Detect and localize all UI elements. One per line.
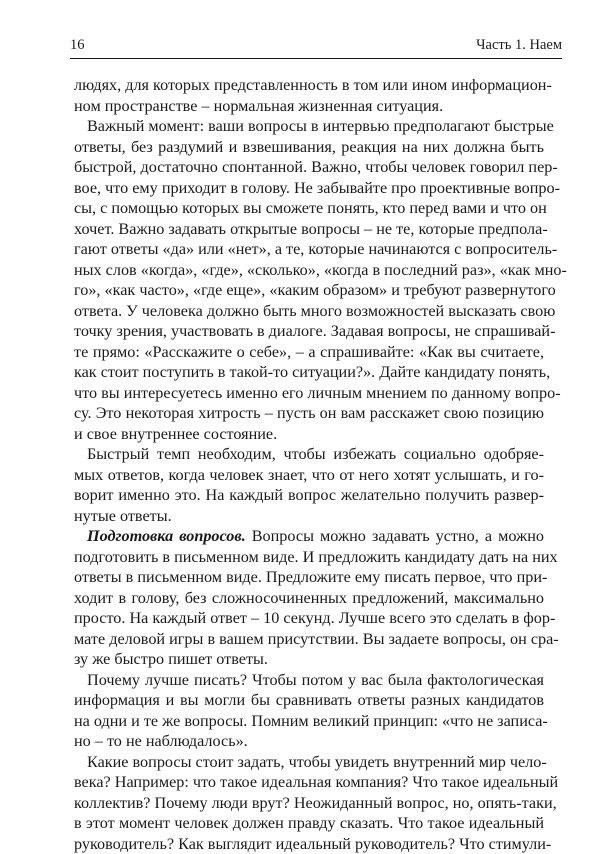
paragraph bbox=[74, 670, 544, 752]
paragraph bbox=[74, 444, 544, 526]
text-line bbox=[74, 403, 544, 424]
line-text: Важный момент: ваши вопросы в интервью предполагают быстрые bbox=[87, 117, 554, 135]
text-line bbox=[74, 608, 544, 629]
text-line bbox=[74, 75, 544, 96]
line-text: го», «как часто», «где еще», «каким образом» и требуют развернутого bbox=[74, 281, 556, 299]
line-text: как стоит поступить в такой-то ситуации?». Дайте кандидату понять, bbox=[74, 363, 550, 381]
text-line bbox=[74, 588, 544, 609]
line-text: мате деловой игры в вашем присутствии. Вы задаете вопросы, он сра- bbox=[74, 630, 559, 648]
line-text: мых ответов, когда человек знает, что от него хотят услышать, и го- bbox=[74, 466, 544, 484]
text-line bbox=[74, 793, 544, 814]
line-text: ном пространстве – нормальная жизненная ситуация. bbox=[74, 97, 443, 115]
text-line bbox=[74, 178, 544, 199]
line-text: хочет. Важно задавать открытые вопросы – не те, которые предпола- bbox=[74, 220, 548, 238]
line-text: Вопросы можно задавать устно, а можно bbox=[246, 527, 544, 545]
text-line bbox=[74, 239, 544, 260]
text-line bbox=[74, 157, 544, 178]
text-line bbox=[74, 834, 544, 854]
text-line bbox=[74, 260, 544, 281]
text-line bbox=[74, 485, 544, 506]
text-line bbox=[74, 547, 544, 568]
text-line bbox=[74, 711, 544, 732]
line-text: су. Это некоторая хитрость – пусть он вам расскажет свою позицию bbox=[74, 404, 544, 422]
line-text: но – то не наблюдалось». bbox=[74, 732, 248, 750]
line-text: зу же быстро пишет ответы. bbox=[74, 650, 268, 668]
text-line bbox=[74, 321, 544, 342]
text-line bbox=[74, 690, 544, 711]
text-line bbox=[74, 752, 544, 773]
line-text: Почему лучше писать? Чтобы потом у вас была фактологическая bbox=[87, 671, 544, 689]
line-text: гают ответы «да» или «нет», а те, которые начинаются с вопроситель- bbox=[74, 240, 557, 258]
run-in-heading: Подготовка вопросов. bbox=[87, 527, 246, 545]
text-line bbox=[74, 383, 544, 404]
text-line bbox=[74, 280, 544, 301]
line-text: ответа. У человека должно быть много возможностей высказать свою bbox=[74, 302, 555, 320]
line-text: нутые ответы. bbox=[74, 507, 172, 525]
line-text: что вы интересуетесь именно его личным мнением по данному вопро- bbox=[74, 384, 561, 402]
text-line bbox=[74, 813, 544, 834]
line-text: просто. На каждый ответ – 10 секунд. Лучше всего это сделать в фор- bbox=[74, 609, 555, 627]
text-line bbox=[74, 342, 544, 363]
text-line bbox=[74, 96, 544, 117]
line-text: Какие вопросы стоит задать, чтобы увидеть внутренний мир чело- bbox=[87, 753, 547, 771]
text-line bbox=[74, 137, 544, 158]
text-line bbox=[74, 444, 544, 465]
line-text: в этот момент человек должен правду сказать. Что такое идеальный bbox=[74, 814, 544, 832]
line-text: сы, с помощью которых вы сможете понять, кто перед вами и что он bbox=[74, 199, 547, 217]
text-line bbox=[74, 424, 544, 445]
text-line bbox=[74, 670, 544, 691]
text-line bbox=[74, 506, 544, 527]
text-line bbox=[74, 301, 544, 322]
text-line bbox=[74, 116, 544, 137]
line-text: Быстрый темп необходим, чтобы избежать социально одобряе- bbox=[87, 445, 544, 463]
text-line bbox=[74, 362, 544, 383]
page-number: 16 bbox=[70, 36, 85, 54]
line-text: века? Например: что такое идеальная компания? Что такое идеальный bbox=[74, 773, 558, 791]
line-text: и свое внутреннее состояние. bbox=[74, 425, 277, 443]
text-line bbox=[74, 526, 544, 547]
text-line bbox=[74, 198, 544, 219]
line-text: ответы в письменном виде. Предложите ему писать первое, что при- bbox=[74, 568, 547, 586]
text-line bbox=[74, 219, 544, 240]
line-text: ных слов «когда», «где», «сколько», «когда в последний раз», «как мно- bbox=[74, 261, 567, 279]
line-text: быстрой, достаточно спонтанной. Важно, чтобы человек говорил пер- bbox=[74, 158, 558, 176]
paragraph bbox=[74, 526, 544, 670]
line-text: подготовить в письменном виде. И предложить кандидату дать на них bbox=[74, 548, 558, 566]
line-text: информация и вы могли бы сравнивать ответы разных кандидатов bbox=[74, 691, 544, 709]
paragraph bbox=[74, 75, 544, 116]
text-line bbox=[74, 567, 544, 588]
text-line bbox=[74, 772, 544, 793]
line-text: коллектив? Почему люди врут? Неожиданный вопрос, но, опять-таки, bbox=[74, 794, 557, 812]
line-text: ходит в голову, без сложносочиненных предложений, максимально bbox=[74, 589, 544, 607]
running-title: Часть 1. Наем bbox=[476, 36, 562, 54]
line-text: вое, что ему приходит в голову. Не забывайте про проективные вопро- bbox=[74, 179, 560, 197]
text-line bbox=[74, 649, 544, 670]
text-line bbox=[74, 465, 544, 486]
page-header bbox=[70, 36, 562, 59]
line-text: на одни и те же вопросы. Помним великий принцип: «что не записа- bbox=[74, 712, 548, 730]
line-text: те прямо: «Расскажите о себе», – а спрашивайте: «Как вы считаете, bbox=[74, 343, 544, 361]
text-line bbox=[74, 731, 544, 752]
paragraph bbox=[74, 752, 544, 854]
body-text bbox=[74, 75, 544, 854]
line-text: точку зрения, участвовать в диалоге. Задавая вопросы, не спрашивай- bbox=[74, 322, 555, 340]
line-text: людях, для которых представленность в том или ином информацион- bbox=[74, 76, 552, 94]
line-text: ворит именно это. На каждый вопрос желательно получить развер- bbox=[74, 486, 544, 504]
text-line bbox=[74, 629, 544, 650]
paragraph bbox=[74, 116, 544, 444]
line-text: ответы, без раздумий и взвешивания, реакция на них должна быть bbox=[74, 138, 544, 156]
line-text: руководитель? Как выглядит идеальный руководитель? Что стимули- bbox=[74, 835, 551, 853]
